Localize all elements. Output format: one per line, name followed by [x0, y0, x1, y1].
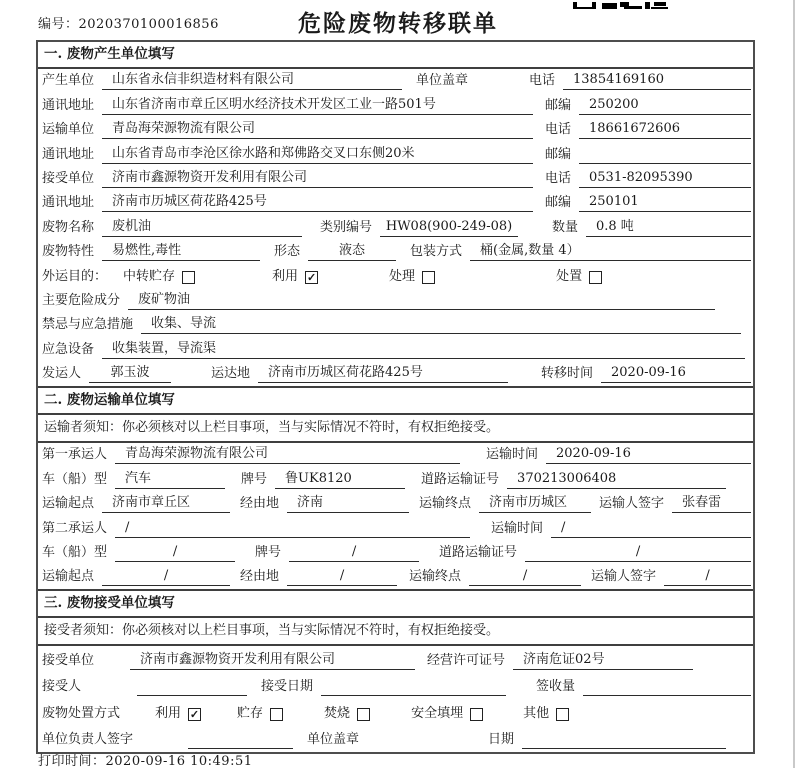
road-license2-value: /: [525, 544, 751, 562]
transporter-zip-value: [579, 161, 751, 164]
receiver-zip-value: 250101: [579, 194, 751, 212]
purpose-treat-label: 处理: [389, 268, 416, 284]
received-qty-value: [583, 693, 751, 696]
sign-date-label: 日期: [488, 732, 515, 748]
disposal-method-label: 废物处置方式: [42, 705, 121, 721]
receiver-address-value: 济南市历城区荷花路425号: [102, 190, 533, 212]
route2-start-value: /: [102, 568, 230, 586]
row-waste-name: [38, 215, 753, 239]
accept-date-value: [321, 693, 506, 696]
transporter-phone-value: 18661672606: [579, 121, 751, 139]
transporter-phone-label: 电话: [544, 122, 571, 138]
precautions-value: 收集、导流: [141, 312, 741, 334]
disposal-incinerate-checkbox: [357, 708, 370, 721]
waste-form-label: 形态: [274, 244, 301, 260]
row-emergency-equipment: [38, 337, 753, 361]
section1-header: 一. 废物产生单位填写: [38, 42, 753, 69]
purpose-utilize-label: 利用: [272, 268, 299, 284]
row-responsible-sign: [38, 726, 753, 753]
accept-unit-value: 济南市鑫源物资开发利用有限公司: [130, 648, 415, 670]
responsible-sign-label: 单位负责人签字: [42, 732, 134, 748]
route1-sign-label: 运输人签字: [599, 496, 665, 512]
row-accept-unit: [38, 646, 753, 673]
receiver-zip-label: 邮编: [544, 195, 571, 211]
business-license-value: 济南危证02号: [513, 648, 693, 670]
qr-code-cropped-icon: [573, 0, 669, 9]
route1-end-label: 运输终点: [419, 496, 472, 512]
first-carrier-label: 第一承运人: [42, 447, 108, 463]
section3-header: 三. 废物接受单位填写: [38, 589, 753, 618]
disposal-other-checkbox: [556, 708, 569, 721]
receiver-value: 济南市鑫源物资开发利用有限公司: [102, 166, 533, 188]
transfer-time-value: 2020-09-16: [601, 365, 751, 383]
dispatcher-value: 郭玉波: [89, 361, 171, 383]
route2-sign-label: 运输人签字: [591, 569, 657, 585]
transport-time1-value: 2020-09-16: [546, 446, 751, 464]
purpose-dispose-checkbox: [589, 271, 602, 284]
disposal-option-utilize: [155, 702, 201, 723]
waste-name-value: 废机油: [102, 215, 302, 237]
transporter-address-value: 山东省青岛市李沧区徐水路和郑佛路交叉口东侧20米: [102, 142, 533, 164]
emergency-equipment-label: 应急设备: [42, 341, 95, 357]
route2-via-value: /: [287, 568, 397, 586]
route1-start-value: 济南市章丘区: [102, 491, 230, 513]
row-hazard-components: [38, 289, 753, 313]
row-vehicle1: [38, 467, 753, 491]
road-license1-label: 道路运输证号: [421, 471, 500, 487]
purpose-option-utilize: [272, 265, 318, 286]
row-route2: [38, 565, 753, 589]
print-time: [38, 750, 253, 769]
vehicle-type1-label: 车（船）型: [42, 471, 108, 487]
producer-value: 山东省永信非织造材料有限公司: [102, 68, 402, 90]
vehicle-type2-value: /: [115, 544, 235, 562]
purpose-dispose-label: 处置: [556, 268, 583, 284]
plate1-label: 牌号: [241, 471, 268, 487]
purpose-transfer-storage-label: 中转贮存: [123, 268, 176, 284]
accept-unit-label: 接受单位: [42, 652, 95, 668]
purpose-transfer-storage-checkbox: [182, 271, 195, 284]
producer-address-label: 通讯地址: [42, 97, 95, 113]
route1-end-value: 济南市历城区: [479, 491, 591, 513]
receiver-address-label: 通讯地址: [42, 195, 95, 211]
second-carrier-label: 第二承运人: [42, 520, 108, 536]
route1-start-label: 运输起点: [42, 496, 95, 512]
plate1-value: 鲁UK8120: [275, 467, 405, 489]
packing-label: 包装方式: [410, 244, 463, 260]
row-first-carrier: [38, 443, 753, 467]
disposal-storage-label: 贮存: [237, 705, 264, 721]
route2-end-value: /: [469, 568, 581, 586]
transport-time1-label: 运输时间: [485, 447, 538, 463]
row-receiver: [38, 167, 753, 191]
acceptor-label: 接受人: [42, 679, 82, 695]
emergency-equipment-value: 收集装置，导流渠: [102, 337, 745, 359]
transport-time2-value: /: [551, 520, 751, 538]
purpose-utilize-checkbox: ✓: [306, 270, 317, 284]
route2-sign-value: /: [664, 568, 751, 586]
producer-zip-label: 邮编: [544, 97, 571, 113]
purpose-treat-checkbox: [422, 271, 435, 284]
receiver-phone-label: 电话: [544, 170, 571, 186]
vehicle-type2-label: 车（船）型: [42, 545, 108, 561]
serial-label: 编号：: [38, 17, 79, 32]
transporter-value: 青岛海荣源物流有限公司: [102, 117, 533, 139]
waste-qty-value: 0.8 吨: [586, 215, 751, 237]
transfer-manifest-form: [36, 40, 755, 754]
serial-value: 2020370100016856: [78, 17, 219, 32]
row-dispatch: [38, 362, 753, 386]
second-carrier-value: /: [115, 520, 470, 538]
business-license-label: 经营许可证号: [427, 652, 506, 668]
page-right-edge: [793, 0, 795, 768]
destination-label: 运达地: [211, 366, 251, 382]
disposal-option-landfill: [411, 702, 483, 723]
plate2-label: 牌号: [255, 545, 282, 561]
dispatcher-label: 发运人: [42, 366, 82, 382]
disposal-utilize-label: 利用: [155, 705, 182, 721]
row-producer-address: [38, 93, 753, 117]
responsible-sign-value: [188, 746, 293, 749]
transporter-label: 运输单位: [42, 122, 95, 138]
row-transfer-purpose: [38, 264, 753, 288]
receiver-phone-value: 0531-82095390: [579, 170, 751, 188]
route1-via-label: 经由地: [240, 496, 280, 512]
route1-via-value: 济南: [287, 491, 409, 513]
page-title: 危险废物转移联单: [298, 10, 498, 37]
hazard-components-label: 主要危险成分: [42, 292, 121, 308]
row-precautions: [38, 313, 753, 337]
unit-seal-label: 单位盖章: [416, 73, 469, 89]
row-second-carrier: [38, 516, 753, 540]
transporter-address-label: 通讯地址: [42, 146, 95, 162]
section3-notice: 接受者须知：你必须核对以上栏目事项，当与实际情况不符时，有权拒绝接受。: [38, 618, 753, 646]
plate2-value: /: [289, 544, 419, 562]
waste-code-label: 类别编号: [320, 219, 373, 235]
row-disposal-method: [38, 699, 753, 726]
unit-seal3-label: 单位盖章: [307, 732, 360, 748]
producer-address-value: 山东省济南市章丘区明水经济技术开发区工业一路501号: [102, 93, 533, 115]
waste-qty-label: 数量: [551, 219, 578, 235]
destination-value: 济南市历城区荷花路425号: [258, 361, 508, 383]
purpose-option-dispose: [556, 265, 602, 286]
route2-via-label: 经由地: [240, 569, 280, 585]
precautions-label: 禁忌与应急措施: [42, 317, 134, 333]
row-waste-traits: [38, 240, 753, 264]
disposal-other-label: 其他: [523, 705, 550, 721]
road-license1-value: 370213006408: [507, 471, 726, 489]
print-time-value: 2020-09-16 10:49:51: [105, 754, 253, 769]
sign-date-value: [522, 746, 726, 749]
first-carrier-value: 青岛海荣源物流有限公司: [115, 442, 460, 464]
disposal-option-storage: [237, 702, 283, 723]
waste-form-value: 液态: [308, 239, 396, 261]
transport-time2-label: 运输时间: [490, 520, 543, 536]
row-vehicle2: [38, 541, 753, 565]
waste-name-label: 废物名称: [42, 219, 95, 235]
print-time-label: 打印时间：: [38, 754, 106, 769]
producer-label: 产生单位: [42, 73, 95, 89]
row-acceptor: [38, 673, 753, 700]
purpose-label: 外运目的：: [42, 268, 108, 284]
waste-code-value: HW08(900-249-08): [380, 219, 518, 237]
packing-value: 桶(金属,数量 4）: [470, 239, 751, 261]
section2-notice: 运输者须知：你必须核对以上栏目事项，当与实际情况不符时，有权拒绝接受。: [38, 415, 753, 443]
disposal-utilize-checkbox: ✓: [189, 707, 200, 721]
vehicle-type1-value: 汽车: [115, 467, 225, 489]
row-transporter-address: [38, 142, 753, 166]
transfer-time-label: 转移时间: [540, 366, 593, 382]
receiver-label: 接受单位: [42, 170, 95, 186]
disposal-landfill-label: 安全填埋: [411, 705, 464, 721]
disposal-incinerate-label: 焚烧: [324, 705, 351, 721]
transporter-zip-label: 邮编: [544, 146, 571, 162]
disposal-storage-checkbox: [270, 708, 283, 721]
producer-phone-label: 电话: [528, 73, 555, 89]
row-transporter: [38, 118, 753, 142]
route2-end-label: 运输终点: [409, 569, 462, 585]
purpose-option-treat: [389, 265, 435, 286]
hazard-components-value: 废矿物油: [128, 288, 715, 310]
acceptor-value: [137, 693, 247, 696]
waste-traits-value: 易燃性,毒性: [102, 239, 260, 261]
disposal-option-other: [523, 702, 569, 723]
accept-date-label: 接受日期: [261, 679, 314, 695]
road-license2-label: 道路运输证号: [439, 545, 518, 561]
disposal-landfill-checkbox: [470, 708, 483, 721]
disposal-option-incinerate: [324, 702, 370, 723]
purpose-option-transfer-storage: [123, 265, 195, 286]
section2-header: 二. 废物运输单位填写: [38, 386, 753, 415]
waste-traits-label: 废物特性: [42, 244, 95, 260]
route2-start-label: 运输起点: [42, 569, 95, 585]
row-receiver-address: [38, 191, 753, 215]
route1-sign-value: 张春雷: [672, 491, 751, 513]
row-route1: [38, 492, 753, 516]
received-qty-label: 签收量: [536, 679, 576, 695]
producer-phone-value: 13854169160: [563, 72, 751, 90]
producer-zip-value: 250200: [579, 97, 751, 115]
row-producer: [38, 69, 753, 93]
